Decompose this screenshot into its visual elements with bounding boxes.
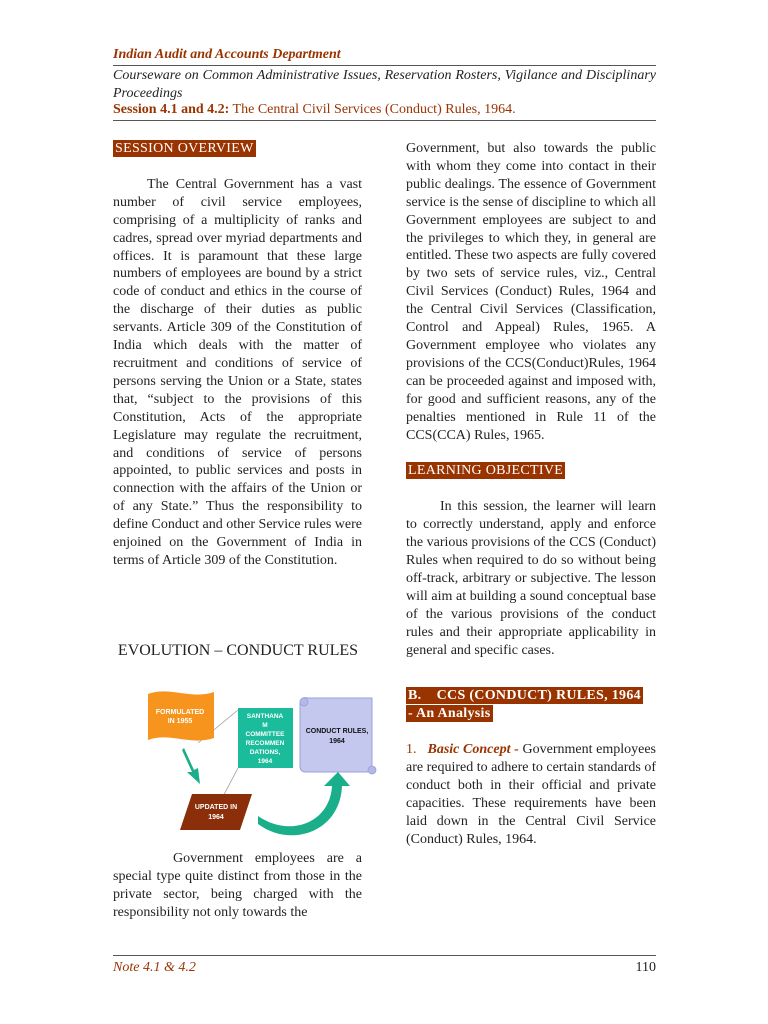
updated-label-1: UPDATED IN [194,804,238,811]
objective-heading: LEARNING OBJECTIVE [408,463,564,479]
continued-paragraph: Government, but also towards the public with whom they come into contact in their public dealings. The essence of Government service is the sense of discipline to which all Government employees are subject to and the privileges to which they, in general are entitled. These two aspects are fully covered by two sets of service rules, viz., Central Civil Services (Conduct) Rules, 1964 and the Central Civil Services (Classification, Control and Appeal) Rules, 1965. A Government employee who violates any provisions of the CCS(Conduct)Rules, 1964 can be proceeded against and imposed with, for good and sufficient reasons, any of the penalties mentioned in Rule 11 of the CCS(CCA) Rules, 1965. [406,141,656,443]
conduct-label-1: CONDUCT RULES, [305,728,369,735]
session-label: Session 4.1 and 4.2: [113,102,230,117]
committee-label-5: DATIONS, [249,749,281,756]
concept-text: Government employees are required to adhere to certain standards of conduct both in their official and private capacities. These requirements have been laid down in the Central Civil Service (Conduct) Rules, 1964. [406,742,657,847]
right-column [406,140,656,849]
updated-shape [180,794,252,830]
committee-label-4: RECOMMEN [245,740,285,747]
concept-number: 1. [406,742,417,758]
scroll-curl-bottom [368,766,376,774]
down-arrow-icon [182,748,200,784]
course-title: Courseware on Common Administrative Issues, Reservation Rosters, Vigilance and Disciplinary Proceedings [113,68,656,101]
overview-paragraph: The Central Government has a vast number of civil service employees, comprising of a multiplicity of ranks and cadres, spread over myriad departments and offices. It is paramount that these large numbers of employees are bound by a strict code of conduct and ethics in the course of the discharge of their duties as public servants. Article 309 of the Constitution of India which deals with the matter of recruitment and conditions of service of persons serving the Union or a State, states that, “subject to the provisions of this Constitution, Acts of the appropriate Legislature may regulate the recruitment, and conditions of service of persons appointed, to public services and posts in connection with the affairs of the Union or of any State.” Thus the responsibility to define Conduct and other Service rules were enjoined on the Government of India in terms of Article 309 of the Constitution. [113,176,362,568]
formulated-shape [148,691,214,740]
committee-label-3: COMMITTEE [245,731,285,738]
formulated-label-2: IN 1955 [167,718,193,725]
session-title: The Central Civil Services (Conduct) Rules, 1964. [229,102,516,117]
objective-paragraph: In this session, the learner will learn to correctly understand, apply and enforce the various provisions of the CCS (Conduct) Rules when required to do so without being off-track, arbitrary or subjective. The lesson will aim at building a sound conceptual base of the various provisions of the conduct rules and their appropriate applicability in general and specific cases. [406,499,656,658]
basic-concept-paragraph [406,741,656,848]
committee-label-2: M [262,722,268,729]
evolution-diagram [140,688,380,838]
updated-label-2: 1964 [208,814,224,821]
footer-note: Note 4.1 & 4.2 [113,960,196,975]
page-number: 110 [635,960,656,975]
evolution-title: EVOLUTION – CONDUCT RULES [117,642,359,659]
session-line [113,102,516,118]
department-title: Indian Audit and Accounts Department [113,47,341,62]
header-divider [113,65,656,66]
employees-paragraph: Government employees are a special type quite distinct from those in the private sector, being charged with the responsibility not only towards the [113,851,362,920]
committee-label-1: SANTHANA [246,713,284,720]
overview-heading: SESSION OVERVIEW [115,141,254,156]
header-divider-bottom [113,120,656,121]
employees-block [113,850,362,922]
committee-label-6: 1964 [257,758,273,765]
footer-divider [113,955,656,956]
scroll-curl-top [300,698,308,706]
conduct-label-2: 1964 [329,738,345,745]
section-b-heading: B. CCS (CONDUCT) RULES, 1964 - An Analysis [408,688,641,722]
formulated-label-1: FORMULATED [155,709,205,716]
concept-label: Basic Concept - [427,742,519,758]
curved-arrow-icon [258,772,350,835]
left-column [113,140,362,570]
